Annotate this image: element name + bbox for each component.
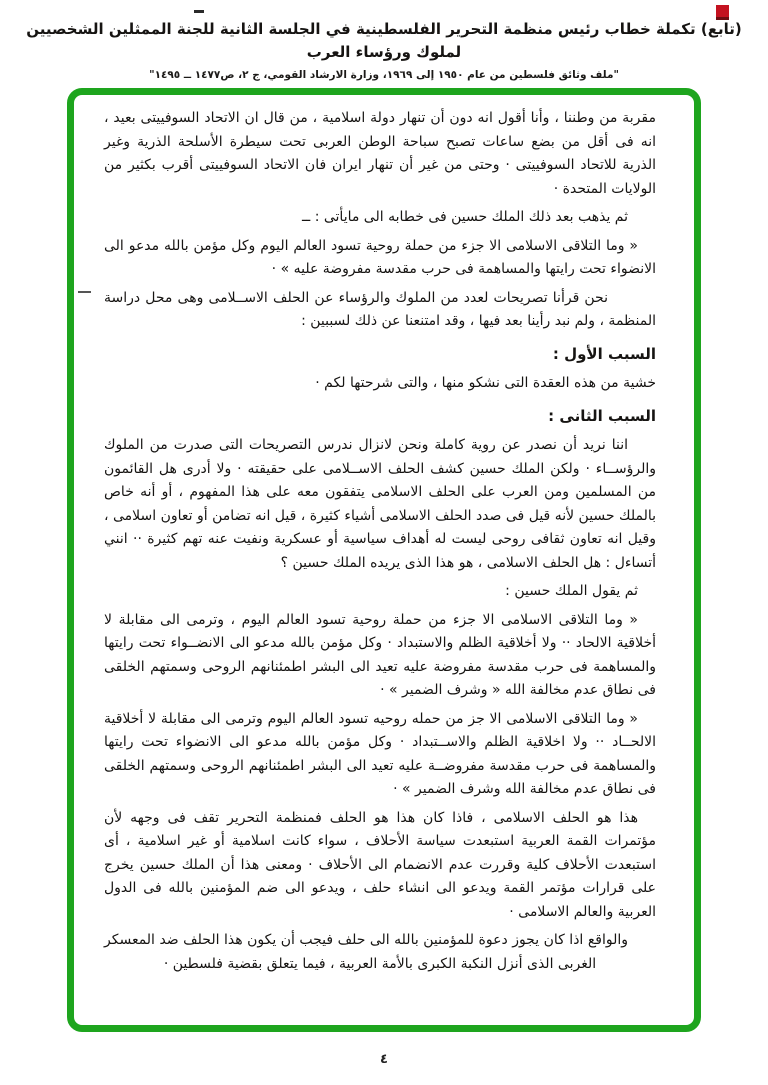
document-body-text xyxy=(74,95,694,991)
paragraph: هذا هو الحلف الاسلامى ، فاذا كان هذا هو الحلف فمنظمة التحرير تقف فى وجهه لأن مؤتمرات القمة العربية استبعدت سياسة الأحلاف ، سواء كانت اسلامية أو غير اسلامية ، أى استبعدت الأحلاف كلية وقررت عدم الانضمام الى الأحلاف · ومعنى هذا أن الملك حسين يخرج على قرارات مؤتمر القمة ويدعو الى انشاء حلف ، ويدعو الى ضم المؤمنين بالله فى الدول العربية والعالم الاسلامى · xyxy=(104,809,656,920)
paragraph: والواقع اذا كان يجوز دعوة للمؤمنين بالله الى حلف فيجب أن يكون هذا الحلف ضد المعسكر الغربى الذى أنزل النكبة الكبرى بالأمة العربية ، فيما يتعلق بقضية فلسطين · xyxy=(104,932,628,972)
paragraph: اننا نريد أن نصدر عن روية كاملة ونحن لانزال ندرس التصريحات التى صدرت من الملوك والرؤســاء · ولكن الملك حسين كشف الحلف الاســلامى على حقيقته · ولا أدرى هل القائمون من المسلمين ومن العرب على الحلف الاسلامى يتفقون معه على هذا المفهوم ، أو أنه خاص بالملك حسين لأنه قيل فى صدد الحلف الاسلامى أشياء كثيرة ، قيل انه تضامن أو تعاون اسلامى ، وقيل انه تعاون ثقافى روحى ليست له أهداف سياسية أو عسكرية ونفيت عنه تهم كثيرة ·· انني أتساءل : هل الحلف الاسلامى ، هو هذا الذى يريده الملك حسين ؟ xyxy=(104,437,656,571)
stray-margin-mark xyxy=(78,291,91,293)
paragraph: نحن قرأنا تصريحات لعدد من الملوك والرؤساء عن الحلف الاســلامى وهى محل دراسة المنظمة ، ولم نبد رأينا بعد فيها ، وقد امتنعنا عن ذلك لسببين : xyxy=(104,289,656,329)
document-body-frame xyxy=(67,88,701,1032)
stray-dash-mark xyxy=(194,10,204,13)
page-number: ٤ xyxy=(380,1052,388,1067)
page-header xyxy=(20,18,748,81)
source-citation: "ملف وثائق فلسطين من عام ١٩٥٠ إلى ١٩٦٩، وزارة الارشاد القومي، ج ٢، ص١٤٧٧ ــ ١٤٩٥" xyxy=(149,69,619,81)
paragraph: مقربة من وطننا ، وأنا أقول انه دون أن تنهار دولة اسلامية ، من قال ان الاتحاد السوفييتى بعيد ، انه فى أقل من بضع ساعات تصبح سباحة الوطن العربى تحت سيطرة الأسلحة الذرية وغير الذرية للاتحاد السوفييتى · وحتى من غير أن تنهار ايران فان الاتحاد السوفييتى أقرب بكثير من الولايات المتحدة · xyxy=(104,110,656,197)
quoted-paragraph: « وما التلاقى الاسلامى الا جزء من حملة روحية تسود العالم اليوم وكل مؤمن بالله مدعو الى الانضواء تحت رايتها والمساهمة فى حرب مقدسة مفروضة عليه » · xyxy=(104,237,656,277)
section-heading-first-reason: السبب الأول : xyxy=(552,344,656,363)
document-title: (تابع) تكملة خطاب رئيس منظمة التحرير الفلسطينية في الجلسة الثانية للجنة الممثلين الشخصيين لملوك ورؤساء العرب xyxy=(26,20,742,61)
quoted-paragraph: « وما التلاقى الاسلامى الا جز من حمله روحيه تسود العالم اليوم وترمى الى مقابلة لا أخلاقية الالحــاد ·· ولا اخلاقية الظلم والاســتبداد · وكل مؤمن بالله مدعو الى الانضواء تحت رايتها والمساهمة فى حرب مقدسة مفروضــة عليه تعيد الى البشر اطمئنانهم الروحى وسمتهم الخلقى فى نطاق عدم مخالفة الله وشرف الضمير » · xyxy=(104,710,656,797)
paragraph: ثم يذهب بعد ذلك الملك حسين فى خطابه الى مايأتى : ــ xyxy=(302,209,628,225)
quoted-paragraph: « وما التلاقى الاسلامى الا جزء من حملة روحية تسود العالم اليوم ، وترمى الى مقابلة لا أخلاقية الالحاد ·· ولا أخلاقية الظلم والاستبداد · وكل مؤمن بالله مدعو الى الانضــواء تحت رايتها والمساهمة فى حرب مقدسة مفروضة عليه تعيد الى البشر اطمئنانهم الروحى وسمتهم الخلقى فى نطاق عدم مخالفة الله « وشرف الضمير » · xyxy=(104,611,656,698)
paragraph: ثم يقول الملك حسين : xyxy=(505,583,638,599)
paragraph: خشية من هذه العقدة التى نشكو منها ، والتى شرحتها لكم · xyxy=(315,375,656,391)
section-heading-second-reason: السبب الثانى : xyxy=(548,406,656,425)
